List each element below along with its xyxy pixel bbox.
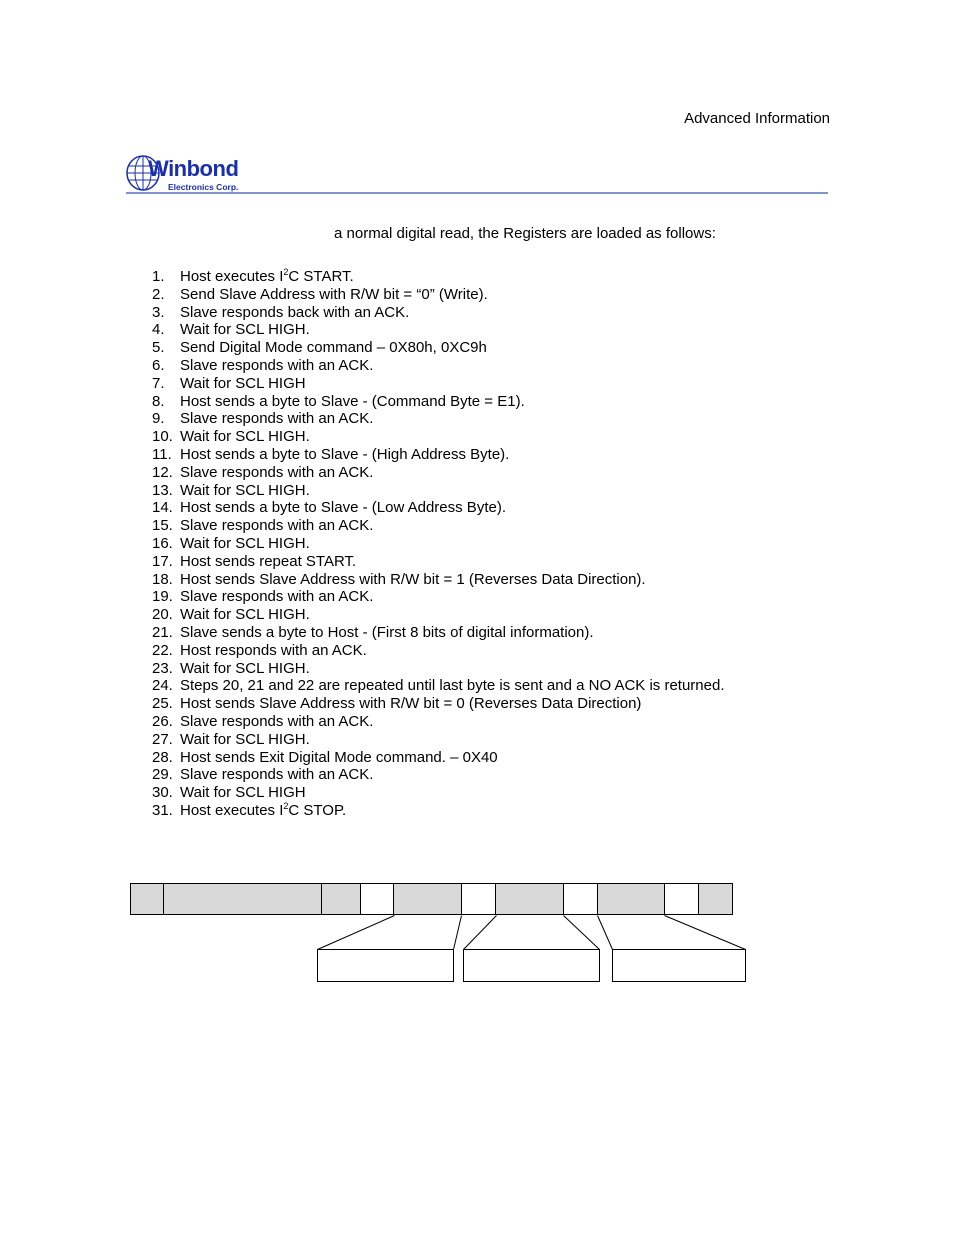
step-number: 6. — [152, 356, 165, 374]
superscript: 2 — [283, 800, 289, 811]
step-number: 3. — [152, 303, 165, 321]
header-label: Advanced Information — [684, 110, 830, 127]
callout-box-1 — [318, 950, 454, 982]
step-text: Slave responds with an ACK. — [180, 588, 374, 606]
step-number: 26. — [152, 712, 173, 730]
step-number: 9. — [152, 410, 165, 428]
callout-lines-1b — [454, 916, 462, 950]
step-text: Send Digital Mode command – 0X80h, 0XC9h — [180, 339, 487, 357]
step-number: 11. — [152, 445, 172, 463]
step-text: Host sends a byte to Slave - (Command Byte = E1). — [180, 392, 525, 410]
step-number: 22. — [152, 641, 173, 659]
logo-subtitle: Electronics Corp. — [168, 182, 239, 192]
step-text: Slave responds with an ACK. — [180, 712, 374, 730]
step-text: Host executes $I^2C$ START. — [180, 267, 354, 285]
step-text: Send Slave Address with R/W bit = “0” (Write). — [180, 285, 488, 303]
frame-cell-5 — [394, 884, 462, 915]
step-number: 14. — [152, 499, 173, 517]
logo-wordmark: Winbond — [148, 156, 239, 181]
callout-lines-1 — [318, 916, 395, 950]
step-number: 18. — [152, 570, 173, 588]
step-number: 1. — [152, 268, 165, 285]
step-number: 5. — [152, 339, 165, 357]
step-number: 10. — [152, 428, 173, 446]
frame-cell-4 — [361, 884, 394, 915]
step-text: Wait for SCL HIGH — [180, 374, 306, 392]
frame-cell-1 — [131, 884, 164, 915]
step-text: Slave sends a byte to Host - (First 8 bits of digital information). — [180, 623, 594, 641]
step-number: 27. — [152, 730, 173, 748]
step-number: 30. — [152, 784, 173, 802]
callout-box-3 — [613, 950, 746, 982]
step-text: Host sends Exit Digital Mode command. – 0X40 — [180, 748, 498, 766]
step-text: Host responds with an ACK. — [180, 641, 367, 659]
callout-lines-2b — [564, 916, 600, 950]
step-number: 15. — [152, 517, 173, 535]
step-text: Wait for SCL HIGH. — [180, 730, 310, 748]
step-text: Host sends Slave Address with R/W bit = 1 (Reverses Data Direction). — [180, 570, 646, 588]
step-text: Wait for SCL HIGH. — [180, 606, 310, 624]
step-text: Host sends a byte to Slave - (High Address Byte). — [180, 445, 510, 463]
step-text: Slave responds with an ACK. — [180, 463, 374, 481]
step-number: 20. — [152, 606, 173, 624]
step-number: 8. — [152, 392, 165, 410]
step-number: 17. — [152, 552, 173, 570]
frame-cell-11 — [699, 884, 733, 915]
step-number: 24. — [152, 677, 173, 695]
step-number: 12. — [152, 463, 173, 481]
step-text: Host sends Slave Address with R/W bit = 0 (Reverses Data Direction) — [180, 695, 642, 713]
frame-cell-3 — [322, 884, 361, 915]
intro-text: a normal digital read, the Registers are loaded as follows: — [334, 225, 716, 242]
step-text: Slave responds with an ACK. — [180, 356, 374, 374]
step-text: Host executes $I^2C$ STOP. — [180, 800, 347, 819]
step-text: Wait for SCL HIGH — [180, 784, 306, 802]
step-text: Host sends repeat START. — [180, 552, 357, 570]
step-text: Wait for SCL HIGH. — [180, 321, 310, 339]
superscript: 2 — [283, 267, 289, 277]
step-number: 7. — [152, 374, 165, 392]
step-text: Slave responds with an ACK. — [180, 517, 374, 535]
callout-lines-3 — [598, 916, 613, 950]
step-text: Host sends a byte to Slave - (Low Address Byte). — [180, 499, 506, 517]
step-number: 2. — [152, 285, 165, 303]
frame-cell-8 — [564, 884, 598, 915]
callout-box-2 — [464, 950, 600, 982]
step-text: Slave responds with an ACK. — [180, 410, 374, 428]
step-number: 4. — [152, 321, 165, 339]
step-text: Wait for SCL HIGH. — [180, 481, 310, 499]
step-number: 23. — [152, 659, 173, 677]
frame-cell-2 — [164, 884, 322, 915]
frame-cell-10 — [665, 884, 699, 915]
step-number: 16. — [152, 534, 173, 552]
callout-lines-3b — [665, 916, 746, 950]
step-number: 21. — [152, 623, 173, 641]
step-number: 19. — [152, 588, 173, 606]
step-text: Wait for SCL HIGH. — [180, 428, 310, 446]
frame-cell-6 — [462, 884, 496, 915]
frame-cell-9 — [598, 884, 665, 915]
step-number: 25. — [152, 695, 173, 713]
step-text: Slave responds with an ACK. — [180, 766, 374, 784]
frame-cell-7 — [496, 884, 564, 915]
step-number: 31. — [152, 801, 173, 819]
step-text: Wait for SCL HIGH. — [180, 534, 310, 552]
callout-lines-2 — [464, 916, 497, 950]
step-text: Wait for SCL HIGH. — [180, 659, 310, 677]
step-number: 13. — [152, 481, 173, 499]
step-text: Steps 20, 21 and 22 are repeated until last byte is sent and a NO ACK is returned. — [180, 677, 725, 695]
step-text: Slave responds back with an ACK. — [180, 303, 410, 321]
step-number: 29. — [152, 766, 173, 784]
step-number: 28. — [152, 748, 173, 766]
